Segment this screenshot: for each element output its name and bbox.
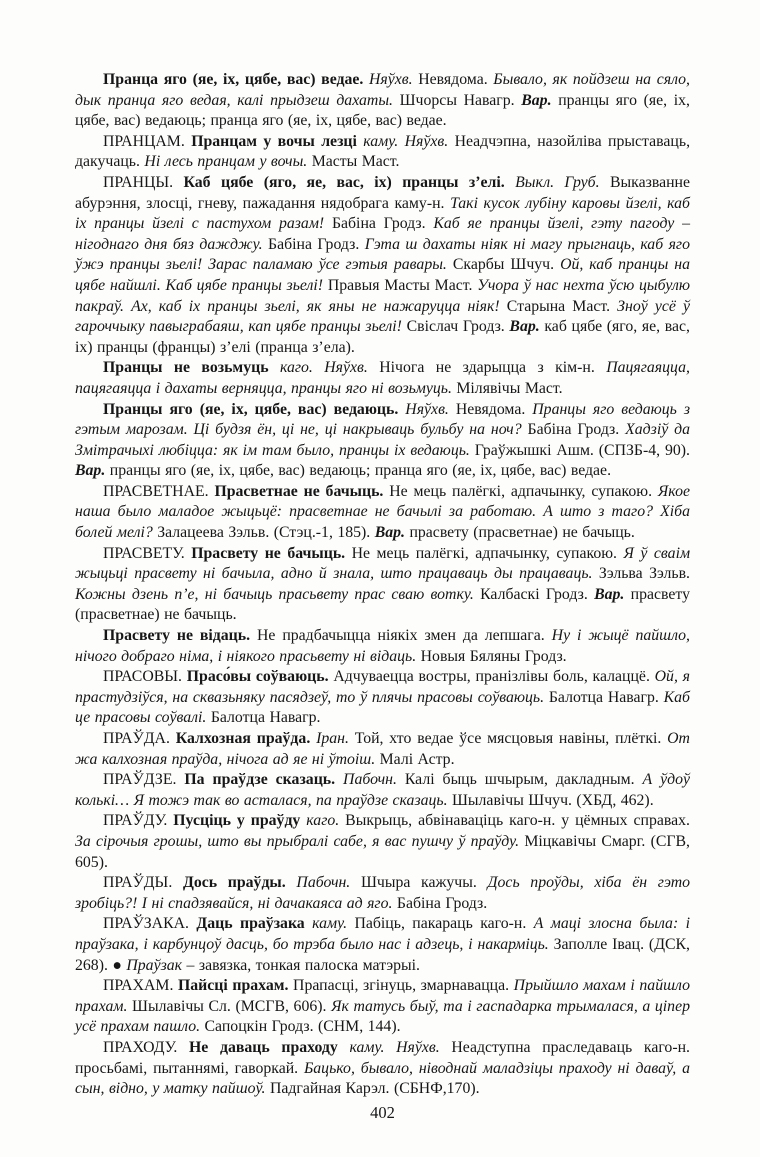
dictionary-entry [75,482,690,544]
text-run-italic: Іран. [316,730,355,747]
text-run-bold: Пранцы не возьмуць [103,359,280,377]
text-run-italic: Як татусь быў, та і гаспадарка трымалася, а ціпер усё прахам пашло. [75,997,690,1036]
text-run-plain: Нічога не здарыцца з кім-н. [379,359,607,377]
dictionary-entry [75,729,690,770]
text-run-plain: Свіслач Гродз. [406,318,510,336]
text-run-plain: Не мець палёгкі, адпачынку, супакою. [389,482,658,500]
text-run-italic: Пабочн. [343,771,405,789]
text-run-italic: Ой, я прастудзіўся, на сквазьняку пасядзеў, то ў плячы прасовы соўваюць. [75,668,690,706]
text-run-italic: каму. Няўхв. [349,1038,452,1056]
text-run-plain: Неадчэпна, назойліва прыставаць, дакучаць. [75,132,691,171]
text-run-italic: Я ў сваім жыцьці прасвету ні бачыла, адно й знала, што працаваць ды працаваць. [75,544,691,583]
text-run-plain: Выказванне абурэння, злосці, гневу, пажадання нядобрага каму-н. [75,173,691,212]
text-run-plain: Калбаскі Гродз. [480,585,595,603]
text-run-plain: Балотца Навагр. [210,709,321,727]
text-run-bold: Пусціць у праўду [173,812,307,830]
text-run-bold: Па праўдзе сказаць. [184,771,344,789]
text-run-plain: ПРАХОДУ. [103,1038,189,1056]
text-run-plain: Старына Маст. [506,297,618,315]
text-run-italic: Кожны дзень п’е, ні бачыць прасьвету прас сваю вотку. [75,585,481,603]
text-run-italic: Гэта ш дахаты ніяк ні магу прыгнаць, каб яго ўжэ пранцы зьелі! Зарас паламаю ўсе гэтыя равары. [75,235,690,274]
text-run-plain: ПРАНЦАМ. [103,132,192,150]
text-run-plain: Новыя Бяляны Гродз. [420,647,567,665]
text-run-plain: ПРАСВЕТУ. [103,544,192,562]
text-run-bold: Прасвету не відаць. [103,627,257,645]
dictionary-entry [75,132,690,173]
text-run-italic: Ні лесь пранцам у вочы. [144,153,312,171]
text-run-italic: Прыйшло махам і пайшло прахам. [75,977,690,1015]
text-run-plain: Зэльва Зэльв. [598,565,690,583]
dictionary-entry [75,770,690,811]
text-run-plain: Залацеева Зэльв. (Стэц.-1, 185). [157,524,375,542]
text-run-plain: Неадступна праследаваць каго-н. просьбамі, пытаннямі, гаворкай. [75,1038,690,1077]
text-run-plain: Пабіць, пакараць каго-н. [354,915,534,933]
text-run-plain: Граўжышкі Ашм. (СПЗБ-4, 90). [474,441,690,459]
dictionary-entry [75,873,690,914]
text-run-bold: Калхозная праўда. [175,730,317,747]
page-number: 402 [370,1102,395,1122]
text-run-plain: Сапоцкін Гродз. (СНМ, 144). [204,1018,401,1036]
text-run-bold: Пранцы яго (яе, іх, цябе, вас) ведаюць. [103,400,406,418]
dictionary-entry [75,667,690,729]
text-run-italic: Учора ў нас нехта ўсю цыбулю пакраў. Ах, каб іх пранцы зьелі, як яны не нажаруцца ніяк! [75,276,690,315]
text-run-bold: Прасвету не бачыць. [191,544,352,562]
text-run-italic: Ой, каб пранцы на цябе найшлі. Каб цябе пранцы зьелі! [75,256,690,294]
text-run-plain: Шылавічы Шчуч. (ХБД, 462). [452,791,654,809]
text-run-italic: каму. Няўхв. [363,132,455,150]
text-run-bold: Даць праўзака [196,915,313,933]
text-run-plain: Шчорсы Навагр. [399,91,522,109]
text-run-plain: Выкрыць, абвінаваціць каго-н. у цёмных справах. [345,812,690,830]
text-run-plain: Заполле Івац. (ДСК, 268). ● [75,935,690,974]
text-run-plain: Бабіна Гродз. [527,421,626,439]
text-run-plain: пранцы яго (яе, іх, цябе, вас) ведаюць; пранца яго (яе, іх, цябе, вас) ведае. [75,91,690,130]
dictionary-entry [75,626,690,667]
text-run-plain: Шчыра кажучы. [360,874,488,892]
text-run-italic: каму. [312,915,355,933]
text-run-bold: Каб цябе (яго, яе, вас, іх) пранцы з’елі. [183,173,516,191]
text-run-plain: Малі Астр. [379,750,455,768]
dictionary-entry [75,811,690,873]
text-run-bolditalic: Вар. [374,524,410,542]
text-run-plain: Бабіна Гродз. [268,235,365,253]
text-run-italic: Пацягаяцца, пацягаяцца і дахаты верняцца, пранцы яго ні возьмуць. [75,359,690,397]
text-run-plain: Бабіна Гродз. [331,215,434,233]
text-run-plain: прасвету (прасветнае) не бачыць. [75,585,690,624]
dictionary-entry [75,1038,690,1100]
text-run-italic: Пранцы яго ведаюць з гэтым марозам. Ці будзя ён, ці не, ці накрываць бульбу на ноч? [75,400,690,439]
text-run-plain: ПРАЎДА. [103,730,176,747]
text-run-plain: Масты Маст. [311,153,400,171]
text-run-italic: Няўхв. [369,71,419,88]
text-run-italic: Праўзак [126,956,183,974]
text-run-bold: Пранцам у вочы лезці [191,132,364,150]
text-run-italic: Якое наша было маладое жыцьцё: прасветнае не бачылі за работаю. А што з таго? Хіба болей мелі? [75,482,690,542]
dictionary-entry [75,544,690,626]
text-run-bold: Пранца яго (яе, іх, цябе, вас) ведае. [103,71,369,88]
text-run-plain: Не прадбачыцца ніякіх змен да лепшага. [257,627,552,645]
text-run-plain: каб цябе (яго, яе, вас, іх) пранцы (францы) з’елі (пранца з’ела). [75,318,690,356]
text-run-italic: Дось проўды, хіба ён гэто зробіць?! І ні спадзявайся, ні дачакаяса ад яго. [75,874,691,912]
dictionary-entry [75,976,690,1038]
text-run-plain: Бабіна Гродз. [396,894,488,912]
text-run-italic: Хадзіў да Змітрачыхі любіцца: як ім там было, пранцы іх ведаюць. [75,421,690,459]
text-run-plain: Той, хто ведае ўсе мясцовыя навіны, плёткі. [354,730,668,747]
text-run-italic: Зноў усё ў гароччыку павыграбаяш, кап цябе пранцы зьелі! [75,297,691,336]
dictionary-entry [75,173,690,358]
text-run-italic: Бывало, як пойдзеш на сяло, дык пранца яго ведая, калі прыдзеш дахаты. [75,71,690,109]
text-run-bolditalic: Вар. [509,318,545,336]
text-run-plain: Невядома. [455,400,533,418]
dictionary-entry [75,400,690,482]
text-run-plain: Калі быць шчырым, дакладным. [404,771,643,789]
text-run-plain: Балотца Навагр. [548,688,664,706]
text-run-bolditalic: Вар. [75,462,110,480]
text-run-plain: ПРАХАМ. [103,977,178,995]
text-run-italic: От жа калхозная праўда, нічога ад яе ні ўтоіш. [75,730,690,768]
text-run-plain: Невядома. [418,71,494,88]
text-run-italic: За сірочыя грошы, што вы прыбралі сабе, я вас пушчу ў праўду. [75,832,525,850]
text-run-plain: ПРАНЦЫ. [103,173,184,191]
text-run-plain: ПРАЎЗАКА. [103,915,197,933]
text-run-italic: Няўхв. [405,400,456,418]
text-run-italic: каго. Няўхв. [279,359,380,377]
text-run-plain: пранцы яго (яе, іх, цябе, вас) ведаюць; пранца яго (яе, іх, цябе, вас) ведае. [109,462,612,480]
dictionary-entry [75,70,690,132]
text-run-italic: Бацько, бывало, ніводнай маладзіцы праходу ні даваў, а сын, відно, у матку пайшоў. [75,1059,690,1098]
text-run-plain: ПРАЎДУ. [103,812,174,830]
text-run-plain: – завязка, тонкая палоска матэрыі. [182,956,420,974]
text-run-bold: Дось праўды. [182,874,297,892]
text-run-plain: Адчуваецца востры, пранізлівы боль, калаццё. [333,668,655,686]
text-run-plain: Правыя Масты Маст. [327,276,478,294]
text-run-italic: Пабочн. [296,874,361,892]
text-run-bold: Прасветнае не бачыць. [214,482,390,500]
text-run-bold: Не даваць праходу [189,1038,350,1056]
text-run-bold: Прасо́вы соўваюць. [186,668,334,686]
text-run-italic: Ну і жыцё пайшло, нічого добраго німа, і ніякого прасьвету ні відаць. [75,627,690,665]
text-run-italic: А ўдоў колькі… Я тожэ так во асталася, па праўдзе сказаць. [75,771,690,809]
text-run-plain: прасвету (прасветнае) не бачыць. [409,524,635,542]
text-run-italic: А маці злосна была: і праўзака, і карбунцоў дасць, бо трэба было нас і адзець, і накарміць. [75,915,690,953]
text-run-plain: Падгайная Карэл. (СБНФ,170). [269,1080,480,1098]
text-run-bolditalic: Вар. [594,585,631,603]
dictionary-entry [75,914,690,976]
text-run-plain: Шылавічы Сл. (МСГВ, 606). [132,997,332,1015]
text-run-italic: Каб яе пранцы йзелі, гэту пагоду – нігоднаго дня бяз дажджу. [75,215,690,253]
text-run-plain: ПРАСОВЫ. [103,668,187,686]
text-run-plain: ПРАСВЕТНАЕ. [103,482,215,500]
text-run-plain: ПРАЎДЗЕ. [103,771,185,789]
text-run-plain: Прапасці, згінуць, змарнавацца. [293,977,514,995]
text-run-italic: Каб це прасовы соўвалі. [75,688,690,727]
text-run-plain: Не мець палёгкі, адпачынку, супакою. [351,544,624,562]
text-run-italic: Выкл. Груб. [515,173,610,191]
text-run-italic: каго. [306,812,346,830]
text-run-bolditalic: Вар. [521,91,559,109]
text-run-plain: Міцкавічы Смарг. (СГВ, 605). [75,832,690,871]
text-run-plain: Скарбы Шчуч. [452,256,561,274]
text-run-plain: Мілявічы Маст. [456,379,563,397]
text-run-plain: ПРАЎДЫ. [103,874,183,892]
text-run-bold: Пайсці прахам. [177,977,294,995]
dictionary-entry [75,358,690,399]
text-block [75,70,690,1100]
text-run-italic: Такі кусок лубіну каровы йзелі, каб іх пранцы йзелі с пастухом разам! [75,194,691,233]
